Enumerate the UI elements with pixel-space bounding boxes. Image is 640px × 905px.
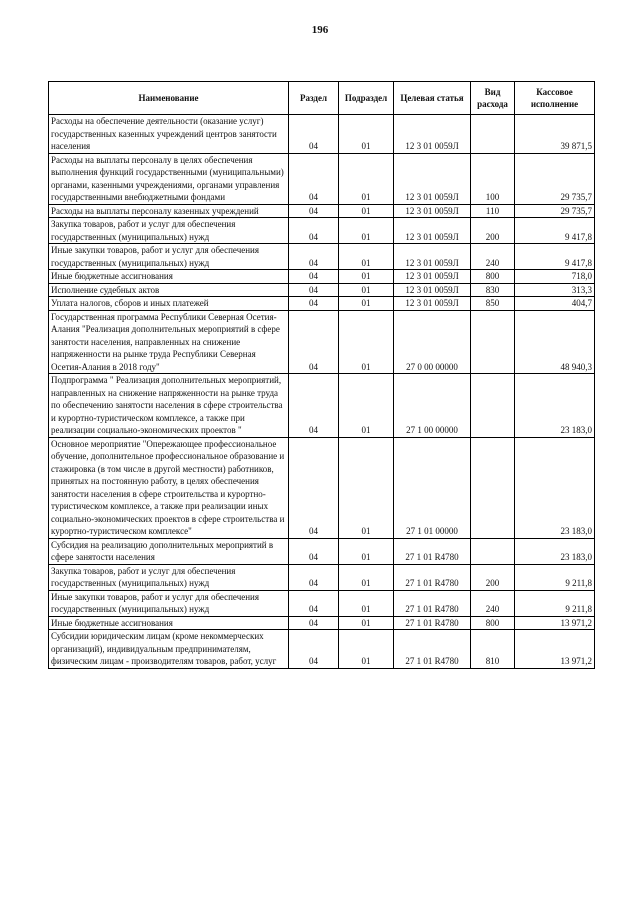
row-amount-cell: 39 871,5: [515, 115, 595, 154]
row-target-article-cell: 12 3 01 0059Л: [394, 153, 471, 204]
table-row: [49, 153, 595, 204]
column-header-cash-execution: Кассовое исполнение: [515, 82, 595, 115]
row-amount-cell: 9 417,8: [515, 244, 595, 270]
row-amount-cell: 718,0: [515, 270, 595, 284]
row-podrazdel-cell: 01: [339, 244, 394, 270]
table-row: [49, 270, 595, 284]
row-name-cell: Государственная программа Республики Северная Осетия-Алания "Реализация дополнительных мероприятий в сфере занятости населения, направленных на снижение напряженности на рынке труда Республики Северная Осетия-Алания в 2018 году": [49, 310, 289, 374]
row-razdel-cell: 04: [289, 204, 339, 218]
row-razdel-cell: 04: [289, 630, 339, 669]
row-amount-cell: 23 183,0: [515, 538, 595, 564]
row-target-article-cell: 27 1 01 R4780: [394, 590, 471, 616]
row-expense-type-cell: 200: [471, 564, 515, 590]
row-podrazdel-cell: 01: [339, 283, 394, 297]
row-amount-cell: 13 971,2: [515, 616, 595, 630]
row-amount-cell: 23 183,0: [515, 374, 595, 438]
row-razdel-cell: 04: [289, 218, 339, 244]
row-amount-cell: 9 417,8: [515, 218, 595, 244]
row-name-cell: Субсидия на реализацию дополнительных мероприятий в сфере занятости населения: [49, 538, 289, 564]
row-razdel-cell: 04: [289, 616, 339, 630]
row-expense-type-cell: 800: [471, 616, 515, 630]
row-expense-type-cell: 100: [471, 153, 515, 204]
row-podrazdel-cell: 01: [339, 590, 394, 616]
row-name-cell: Иные бюджетные ассигнования: [49, 616, 289, 630]
row-expense-type-cell: 240: [471, 244, 515, 270]
row-target-article-cell: 27 1 01 R4780: [394, 630, 471, 669]
table-row: [49, 630, 595, 669]
row-razdel-cell: 04: [289, 244, 339, 270]
row-name-cell: Расходы на выплаты персоналу казенных учреждений: [49, 204, 289, 218]
row-target-article-cell: 12 3 01 0059Л: [394, 115, 471, 154]
row-razdel-cell: 04: [289, 115, 339, 154]
row-podrazdel-cell: 01: [339, 564, 394, 590]
row-razdel-cell: 04: [289, 310, 339, 374]
row-target-article-cell: 27 1 01 R4780: [394, 564, 471, 590]
row-name-cell: Субсидии юридическим лицам (кроме некоммерческих организаций), индивидуальным предпринимателям, физическим лицам - производителям товаров, работ, услуг: [49, 630, 289, 669]
row-expense-type-cell: 240: [471, 590, 515, 616]
row-target-article-cell: 27 1 01 00000: [394, 437, 471, 538]
row-name-cell: Иные закупки товаров, работ и услуг для обеспечения государственных (муниципальных) нужд: [49, 244, 289, 270]
row-amount-cell: 313,3: [515, 283, 595, 297]
row-target-article-cell: 27 1 01 R4780: [394, 538, 471, 564]
row-target-article-cell: 12 3 01 0059Л: [394, 218, 471, 244]
table-row: [49, 244, 595, 270]
table-row: [49, 283, 595, 297]
row-amount-cell: 23 183,0: [515, 437, 595, 538]
row-razdel-cell: 04: [289, 437, 339, 538]
row-target-article-cell: 12 3 01 0059Л: [394, 204, 471, 218]
table-row: [49, 590, 595, 616]
table-row: [49, 204, 595, 218]
row-podrazdel-cell: 01: [339, 437, 394, 538]
row-podrazdel-cell: 01: [339, 218, 394, 244]
row-expense-type-cell: [471, 115, 515, 154]
budget-execution-table: [48, 81, 595, 669]
row-razdel-cell: 04: [289, 153, 339, 204]
row-podrazdel-cell: 01: [339, 204, 394, 218]
row-name-cell: Расходы на выплаты персоналу в целях обеспечения выполнения функций государственными (муниципальными) органами, казенными учреждениями, органами управления государственными внебюджетными фондами: [49, 153, 289, 204]
row-target-article-cell: 12 3 01 0059Л: [394, 244, 471, 270]
row-target-article-cell: 27 1 00 00000: [394, 374, 471, 438]
row-name-cell: Иные закупки товаров, работ и услуг для обеспечения государственных (муниципальных) нужд: [49, 590, 289, 616]
row-name-cell: Основное мероприятие "Опережающее профессиональное обучение, дополнительное профессиональное образование и стажировка (в том числе в другой местности) работников, принятых на постоянную работу, в целях обеспечения занятости населения в сфере строительства и курортно-туристическом комплексе, а также при реализации иных социально-экономических проектов в сфере строительства и курортно-туристическом комплексе": [49, 437, 289, 538]
column-header-name: Наименование: [49, 82, 289, 115]
row-name-cell: Закупка товаров, работ и услуг для обеспечения государственных (муниципальных) нужд: [49, 564, 289, 590]
row-podrazdel-cell: 01: [339, 297, 394, 311]
row-razdel-cell: 04: [289, 270, 339, 284]
row-expense-type-cell: [471, 538, 515, 564]
row-amount-cell: 29 735,7: [515, 204, 595, 218]
table-row: [49, 374, 595, 438]
row-name-cell: Уплата налогов, сборов и иных платежей: [49, 297, 289, 311]
row-expense-type-cell: 800: [471, 270, 515, 284]
column-header-razdel: Раздел: [289, 82, 339, 115]
row-razdel-cell: 04: [289, 564, 339, 590]
row-target-article-cell: 12 3 01 0059Л: [394, 297, 471, 311]
row-name-cell: Иные бюджетные ассигнования: [49, 270, 289, 284]
column-header-podrazdel: Подраздел: [339, 82, 394, 115]
row-podrazdel-cell: 01: [339, 270, 394, 284]
row-amount-cell: 29 735,7: [515, 153, 595, 204]
table-row: [49, 310, 595, 374]
row-target-article-cell: 12 3 01 0059Л: [394, 270, 471, 284]
row-podrazdel-cell: 01: [339, 630, 394, 669]
row-razdel-cell: 04: [289, 590, 339, 616]
table-body: [49, 115, 595, 669]
row-expense-type-cell: 110: [471, 204, 515, 218]
row-expense-type-cell: [471, 310, 515, 374]
row-amount-cell: 48 940,3: [515, 310, 595, 374]
row-expense-type-cell: [471, 437, 515, 538]
table-row: [49, 297, 595, 311]
row-expense-type-cell: 810: [471, 630, 515, 669]
row-razdel-cell: 04: [289, 538, 339, 564]
row-amount-cell: 9 211,8: [515, 590, 595, 616]
table-row: [49, 538, 595, 564]
row-amount-cell: 9 211,8: [515, 564, 595, 590]
row-name-cell: Подпрограмма " Реализация дополнительных мероприятий, направленных на снижение напряженности на рынке труда по обеспечению занятости населения в сфере строительства и курортно-туристическом комплексе, а также при реализации социально-экономических проектов ": [49, 374, 289, 438]
row-podrazdel-cell: 01: [339, 374, 394, 438]
row-expense-type-cell: 830: [471, 283, 515, 297]
page-number: 196: [311, 24, 329, 36]
row-expense-type-cell: [471, 374, 515, 438]
row-razdel-cell: 04: [289, 374, 339, 438]
row-podrazdel-cell: 01: [339, 310, 394, 374]
column-header-expense-type: Вид расхода: [471, 82, 515, 115]
row-razdel-cell: 04: [289, 283, 339, 297]
row-amount-cell: 404,7: [515, 297, 595, 311]
table-row: [49, 564, 595, 590]
row-expense-type-cell: 200: [471, 218, 515, 244]
table-header-row: [49, 82, 595, 115]
row-name-cell: Исполнение судебных актов: [49, 283, 289, 297]
row-expense-type-cell: 850: [471, 297, 515, 311]
row-podrazdel-cell: 01: [339, 616, 394, 630]
table-row: [49, 616, 595, 630]
row-name-cell: Расходы на обеспечение деятельности (оказание услуг) государственных казенных учреждений центров занятости населения: [49, 115, 289, 154]
table-row: [49, 115, 595, 154]
row-amount-cell: 13 971,2: [515, 630, 595, 669]
row-target-article-cell: 12 3 01 0059Л: [394, 283, 471, 297]
row-razdel-cell: 04: [289, 297, 339, 311]
row-podrazdel-cell: 01: [339, 115, 394, 154]
table-row: [49, 218, 595, 244]
table-row: [49, 437, 595, 538]
column-header-target-article: Целевая статья: [394, 82, 471, 115]
row-target-article-cell: 27 0 00 00000: [394, 310, 471, 374]
row-podrazdel-cell: 01: [339, 153, 394, 204]
row-target-article-cell: 27 1 01 R4780: [394, 616, 471, 630]
row-name-cell: Закупка товаров, работ и услуг для обеспечения государственных (муниципальных) нужд: [49, 218, 289, 244]
row-podrazdel-cell: 01: [339, 538, 394, 564]
